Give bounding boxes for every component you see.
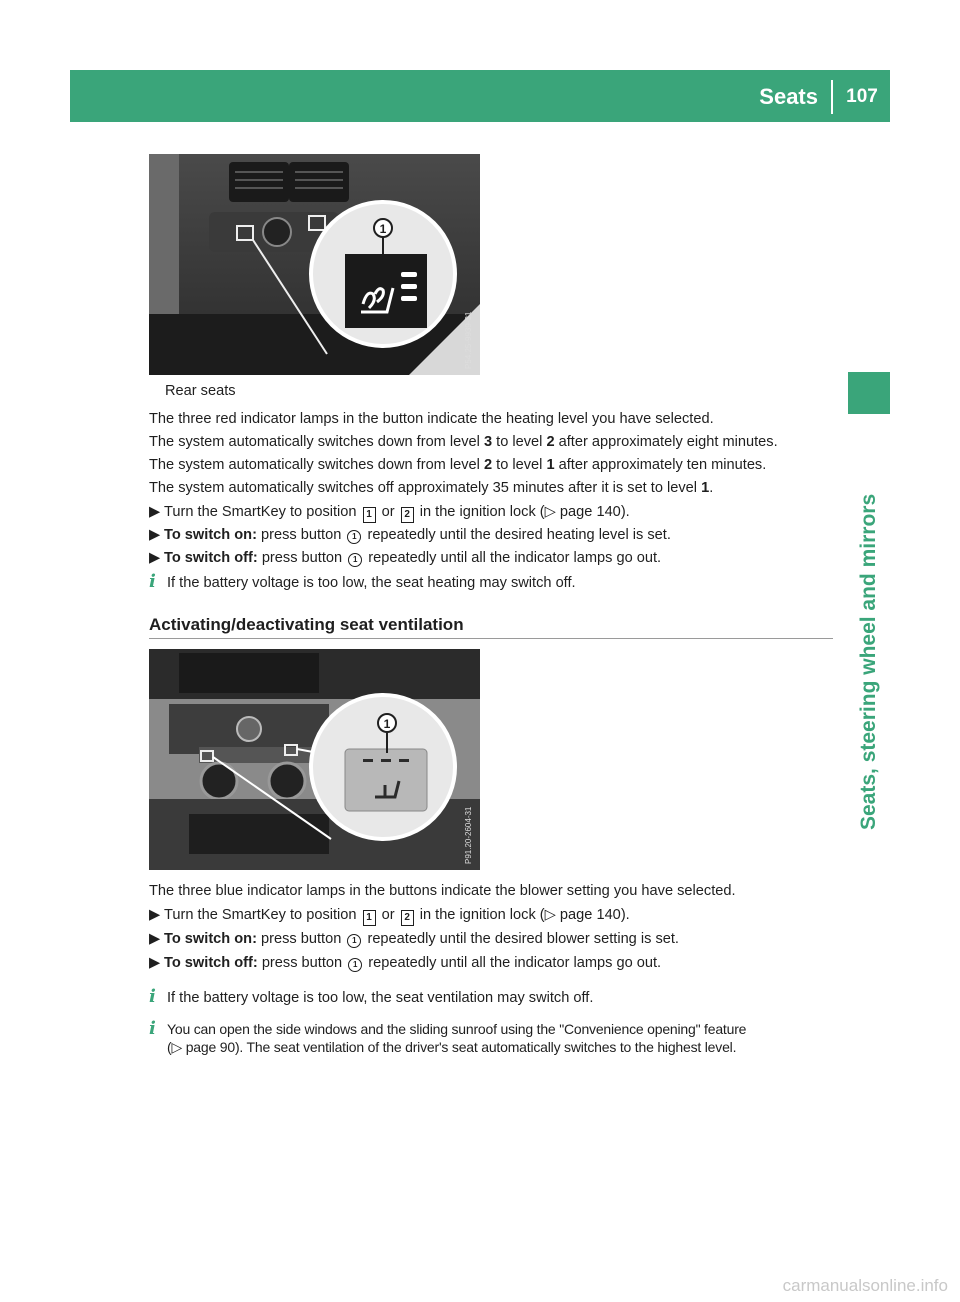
info-icon: i xyxy=(149,1018,156,1039)
arrow-icon: ▶ xyxy=(149,931,161,947)
rear-seat-heating-photo xyxy=(149,154,480,375)
section-divider xyxy=(149,638,833,639)
arrow-icon: ▶ xyxy=(149,907,161,923)
ventilation-step-turn: ▶ Turn the SmartKey to position 1 or 2 in the ignition lock (▷ page 140). xyxy=(149,906,630,926)
intro-line: The system automatically switches down from level 3 to level 2 after approximately eight minutes. xyxy=(149,434,778,450)
info-icon: i xyxy=(149,571,156,592)
ventilation-note-convenience-cont: (▷ page 90). The seat ventilation of the driver's seat automatically switches to the highest level. xyxy=(167,1039,737,1055)
heating-note: i If the battery voltage is too low, the seat heating may switch off. xyxy=(149,571,576,592)
page-reference-link[interactable]: ▷ page 140 xyxy=(544,504,621,520)
heating-step-on: ▶ To switch on: press button 1 repeatedly until the desired heating level is set. xyxy=(149,527,671,543)
figure2-callout: 1 xyxy=(383,717,391,731)
header-separator xyxy=(831,80,833,114)
page-header xyxy=(70,70,890,122)
figure1-code: P54.25-9939-31 xyxy=(464,311,473,369)
seat-ventilation-photo xyxy=(149,649,480,870)
ventilation-step-off: ▶ To switch off: press button 1 repeatedly until all the indicator lamps go out. xyxy=(149,955,662,971)
ventilation-note-convenience: i You can open the side windows and the sliding sunroof using the "Convenience opening" feature xyxy=(149,1018,747,1039)
section-heading: Activating/deactivating seat ventilation xyxy=(149,615,464,634)
intro-line: The system automatically switches down from level 2 to level 1 after approximately ten minutes. xyxy=(149,457,767,473)
chapter-tab xyxy=(848,372,890,414)
intro-line: The system automatically switches off approximately 35 minutes after it is set to level 1. xyxy=(149,480,714,496)
figure1-caption: Rear seats xyxy=(165,383,236,399)
info-icon: i xyxy=(149,986,156,1007)
arrow-icon: ▶ xyxy=(149,550,161,566)
watermark: carmanualsonline.info xyxy=(782,1276,948,1295)
heating-step-off: ▶ To switch off: press button 1 repeatedly until all the indicator lamps go out. xyxy=(149,550,662,566)
ventilation-step-on: ▶ To switch on: press button 1 repeatedly until the desired blower setting is set. xyxy=(149,931,679,947)
page-number: 107 xyxy=(846,86,878,107)
heating-step-turn: ▶ Turn the SmartKey to position 1 or 2 in the ignition lock (▷ page 140). xyxy=(149,503,630,523)
figure1-callout: 1 xyxy=(379,222,387,236)
page-reference-link[interactable]: ▷ page 140 xyxy=(544,907,621,923)
header-title: Seats xyxy=(759,84,818,109)
arrow-icon: ▶ xyxy=(149,504,161,520)
arrow-icon: ▶ xyxy=(149,955,161,971)
figure2-code: P91.20-2604-31 xyxy=(464,806,473,864)
intro-line: The three red indicator lamps in the button indicate the heating level you have selected. xyxy=(149,411,714,427)
arrow-icon: ▶ xyxy=(149,527,161,543)
ventilation-note-battery: i If the battery voltage is too low, the seat ventilation may switch off. xyxy=(149,986,594,1007)
chapter-title: Seats, steering wheel and mirrors xyxy=(857,493,880,830)
ventilation-intro: The three blue indicator lamps in the buttons indicate the blower setting you have selected. xyxy=(149,883,736,899)
page-reference-link[interactable]: ▷ page 90 xyxy=(171,1039,235,1055)
